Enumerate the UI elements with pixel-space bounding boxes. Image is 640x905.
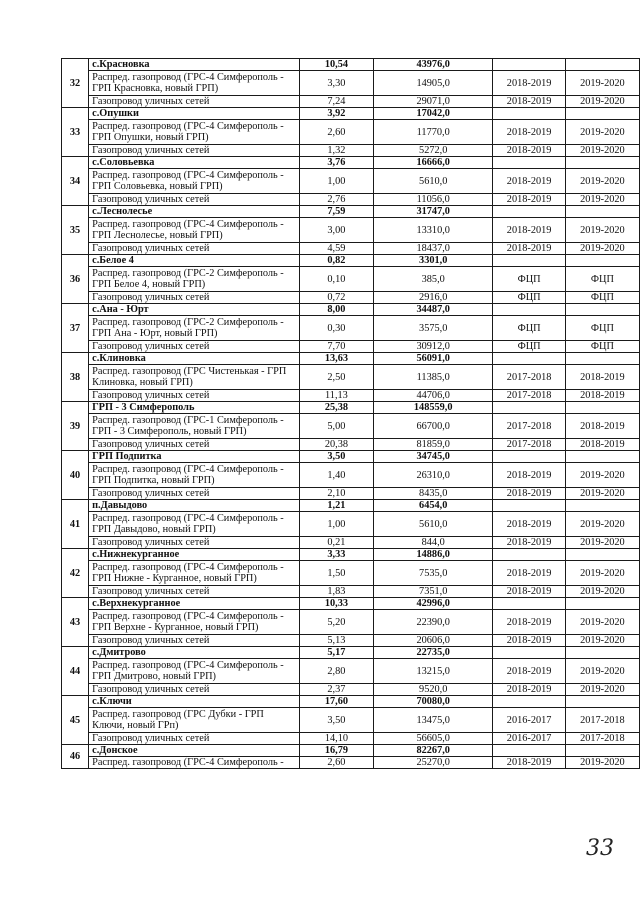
pipeline-length: 0,21 [299, 537, 373, 549]
pipeline-row [62, 71, 640, 96]
end-period: 2019-2020 [565, 537, 639, 549]
settlement-row [62, 206, 640, 218]
pipeline-cost: 66700,0 [373, 414, 492, 439]
start-period-cell [493, 696, 565, 708]
end-period: 2019-2020 [565, 659, 639, 684]
pipeline-cost: 7351,0 [373, 586, 492, 598]
pipeline-description: Распред. газопровод (ГРС-4 Симферополь - ГРП Красновка, новый ГРП) [89, 71, 300, 96]
pipeline-length: 7,70 [299, 341, 373, 353]
settlement-cost: 70080,0 [373, 696, 492, 708]
pipeline-length: 7,24 [299, 96, 373, 108]
settlement-name: с.Клиновка [89, 353, 300, 365]
pipeline-description: Распред. газопровод (ГРС Дубки - ГРП Ключи, новый ГРп) [89, 708, 300, 733]
start-period: ФЦП [493, 316, 565, 341]
settlement-row [62, 500, 640, 512]
end-period-cell [565, 157, 639, 169]
start-period: 2017-2018 [493, 439, 565, 451]
start-period: 2018-2019 [493, 96, 565, 108]
settlement-row [62, 402, 640, 414]
pipeline-row [62, 659, 640, 684]
pipeline-row [62, 316, 640, 341]
end-period-cell [565, 696, 639, 708]
pipeline-description: Газопровод уличных сетей [89, 537, 300, 549]
settlement-length: 3,76 [299, 157, 373, 169]
end-period-cell [565, 500, 639, 512]
start-period-cell [493, 304, 565, 316]
pipeline-cost: 11770,0 [373, 120, 492, 145]
settlement-row [62, 647, 640, 659]
start-period-cell [493, 353, 565, 365]
table-body [62, 59, 640, 769]
end-period-cell [565, 304, 639, 316]
settlement-length: 0,82 [299, 255, 373, 267]
pipeline-length: 1,40 [299, 463, 373, 488]
pipeline-description: Распред. газопровод (ГРС-4 Симферополь - [89, 757, 300, 769]
end-period: 2019-2020 [565, 757, 639, 769]
settlement-number: 36 [62, 255, 89, 304]
end-period-cell [565, 451, 639, 463]
pipeline-cost: 2916,0 [373, 292, 492, 304]
pipeline-row [62, 708, 640, 733]
pipeline-description: Распред. газопровод (ГРС-4 Симферополь - ГРП Дмитрово, новый ГРП) [89, 659, 300, 684]
pipeline-row [62, 194, 640, 206]
end-period: 2018-2019 [565, 365, 639, 390]
pipeline-row [62, 120, 640, 145]
settlement-row [62, 304, 640, 316]
pipeline-cost: 26310,0 [373, 463, 492, 488]
pipeline-row [62, 512, 640, 537]
pipeline-length: 1,50 [299, 561, 373, 586]
pipeline-row [62, 635, 640, 647]
pipeline-cost: 9520,0 [373, 684, 492, 696]
pipeline-length: 4,59 [299, 243, 373, 255]
settlement-cost: 34487,0 [373, 304, 492, 316]
settlement-name: с.Верхнекурганное [89, 598, 300, 610]
settlement-length: 3,92 [299, 108, 373, 120]
pipeline-row [62, 414, 640, 439]
pipeline-row [62, 365, 640, 390]
settlement-row [62, 549, 640, 561]
end-period-cell [565, 59, 639, 71]
settlement-cost: 56091,0 [373, 353, 492, 365]
start-period: 2016-2017 [493, 733, 565, 745]
end-period: 2019-2020 [565, 71, 639, 96]
settlement-name: с.Ключи [89, 696, 300, 708]
pipeline-row [62, 488, 640, 500]
start-period: 2016-2017 [493, 708, 565, 733]
end-period-cell [565, 353, 639, 365]
start-period: 2018-2019 [493, 194, 565, 206]
settlement-cost: 16666,0 [373, 157, 492, 169]
pipeline-cost: 30912,0 [373, 341, 492, 353]
pipeline-length: 20,38 [299, 439, 373, 451]
end-period-cell [565, 745, 639, 757]
settlement-length: 8,00 [299, 304, 373, 316]
end-period-cell [565, 402, 639, 414]
start-period-cell [493, 549, 565, 561]
settlement-row [62, 353, 640, 365]
start-period: 2018-2019 [493, 169, 565, 194]
end-period-cell [565, 598, 639, 610]
pipeline-description: Газопровод уличных сетей [89, 439, 300, 451]
pipeline-length: 2,37 [299, 684, 373, 696]
pipeline-length: 14,10 [299, 733, 373, 745]
pipeline-description: Распред. газопровод (ГРС-4 Симферополь - ГРП Давыдово, новый ГРП) [89, 512, 300, 537]
end-period-cell [565, 255, 639, 267]
pipeline-length: 0,10 [299, 267, 373, 292]
start-period: 2017-2018 [493, 414, 565, 439]
end-period: 2019-2020 [565, 586, 639, 598]
end-period: 2019-2020 [565, 561, 639, 586]
pipeline-cost: 44706,0 [373, 390, 492, 402]
pipeline-description: Газопровод уличных сетей [89, 390, 300, 402]
settlement-row [62, 108, 640, 120]
start-period: 2018-2019 [493, 243, 565, 255]
start-period: 2018-2019 [493, 488, 565, 500]
end-period: 2019-2020 [565, 635, 639, 647]
start-period: 2017-2018 [493, 365, 565, 390]
start-period: 2018-2019 [493, 561, 565, 586]
settlement-cost: 43976,0 [373, 59, 492, 71]
start-period: 2018-2019 [493, 463, 565, 488]
start-period-cell [493, 157, 565, 169]
pipeline-row [62, 586, 640, 598]
end-period: 2017-2018 [565, 708, 639, 733]
settlement-name: с.Леснолесье [89, 206, 300, 218]
start-period: 2018-2019 [493, 684, 565, 696]
pipeline-description: Распред. газопровод (ГРС-2 Симферополь - ГРП Ана - Юрт, новый ГРП) [89, 316, 300, 341]
pipeline-row [62, 390, 640, 402]
end-period: 2019-2020 [565, 488, 639, 500]
pipeline-length: 1,00 [299, 512, 373, 537]
pipeline-length: 2,76 [299, 194, 373, 206]
settlement-number: 38 [62, 353, 89, 402]
settlement-name: с.Донское [89, 745, 300, 757]
start-period-cell [493, 647, 565, 659]
pipeline-cost: 81859,0 [373, 439, 492, 451]
pipeline-row [62, 463, 640, 488]
settlement-length: 7,59 [299, 206, 373, 218]
settlement-cost: 31747,0 [373, 206, 492, 218]
start-period: 2018-2019 [493, 586, 565, 598]
settlement-name: с.Ана - Юрт [89, 304, 300, 316]
start-period-cell [493, 108, 565, 120]
start-period: 2017-2018 [493, 390, 565, 402]
end-period: ФЦП [565, 267, 639, 292]
settlement-cost: 17042,0 [373, 108, 492, 120]
settlement-row [62, 696, 640, 708]
settlement-row [62, 598, 640, 610]
pipeline-row [62, 145, 640, 157]
start-period-cell [493, 598, 565, 610]
start-period-cell [493, 59, 565, 71]
start-period: 2018-2019 [493, 610, 565, 635]
end-period: 2017-2018 [565, 733, 639, 745]
pipeline-length: 2,50 [299, 365, 373, 390]
settlement-row [62, 157, 640, 169]
pipeline-cost: 18437,0 [373, 243, 492, 255]
pipeline-length: 2,10 [299, 488, 373, 500]
end-period: ФЦП [565, 341, 639, 353]
pipeline-row [62, 243, 640, 255]
pipeline-row [62, 757, 640, 769]
start-period: 2018-2019 [493, 757, 565, 769]
pipeline-length: 3,30 [299, 71, 373, 96]
settlement-length: 25,38 [299, 402, 373, 414]
end-period: 2019-2020 [565, 243, 639, 255]
pipeline-description: Газопровод уличных сетей [89, 733, 300, 745]
pipeline-description: Распред. газопровод (ГРС-4 Симферополь - ГРП Леснолесье, новый ГРП) [89, 218, 300, 243]
start-period: 2018-2019 [493, 659, 565, 684]
pipeline-cost: 13310,0 [373, 218, 492, 243]
start-period: 2018-2019 [493, 145, 565, 157]
end-period: 2019-2020 [565, 218, 639, 243]
end-period-cell [565, 108, 639, 120]
start-period: 2018-2019 [493, 120, 565, 145]
settlement-row [62, 451, 640, 463]
pipeline-cost: 13475,0 [373, 708, 492, 733]
settlement-name: с.Красновка [89, 59, 300, 71]
start-period-cell [493, 255, 565, 267]
pipeline-cost: 11385,0 [373, 365, 492, 390]
settlement-row [62, 745, 640, 757]
settlement-length: 10,33 [299, 598, 373, 610]
end-period-cell [565, 549, 639, 561]
settlement-length: 16,79 [299, 745, 373, 757]
start-period-cell [493, 500, 565, 512]
settlement-cost: 148559,0 [373, 402, 492, 414]
end-period: 2018-2019 [565, 390, 639, 402]
pipeline-row [62, 169, 640, 194]
settlement-number: 43 [62, 598, 89, 647]
settlement-row [62, 59, 640, 71]
settlement-number: 42 [62, 549, 89, 598]
end-period: 2019-2020 [565, 96, 639, 108]
end-period: 2019-2020 [565, 145, 639, 157]
settlement-cost: 3301,0 [373, 255, 492, 267]
pipeline-cost: 22390,0 [373, 610, 492, 635]
pipeline-cost: 7535,0 [373, 561, 492, 586]
settlement-length: 3,33 [299, 549, 373, 561]
pipeline-description: Газопровод уличных сетей [89, 292, 300, 304]
end-period: 2019-2020 [565, 610, 639, 635]
pipeline-description: Газопровод уличных сетей [89, 488, 300, 500]
settlement-name: с.Дмитрово [89, 647, 300, 659]
pipeline-description: Газопровод уличных сетей [89, 684, 300, 696]
end-period: 2019-2020 [565, 463, 639, 488]
pipeline-description: Газопровод уличных сетей [89, 96, 300, 108]
pipeline-length: 0,72 [299, 292, 373, 304]
pipeline-description: Газопровод уличных сетей [89, 341, 300, 353]
pipeline-length: 1,00 [299, 169, 373, 194]
start-period: 2018-2019 [493, 218, 565, 243]
settlement-cost: 34745,0 [373, 451, 492, 463]
pipeline-description: Газопровод уличных сетей [89, 194, 300, 206]
end-period: ФЦП [565, 292, 639, 304]
end-period: 2019-2020 [565, 194, 639, 206]
pipeline-row [62, 341, 640, 353]
pipeline-row [62, 96, 640, 108]
pipeline-length: 5,20 [299, 610, 373, 635]
settlement-number: 40 [62, 451, 89, 500]
start-period: 2018-2019 [493, 512, 565, 537]
start-period-cell [493, 402, 565, 414]
pipeline-cost: 29071,0 [373, 96, 492, 108]
settlement-name: с.Нижнекурганное [89, 549, 300, 561]
pipeline-description: Распред. газопровод (ГРС-4 Симферополь - ГРП Верхне - Курганное, новый ГРП) [89, 610, 300, 635]
pipeline-row [62, 561, 640, 586]
pipeline-row [62, 537, 640, 549]
end-period: 2019-2020 [565, 684, 639, 696]
start-period-cell [493, 745, 565, 757]
pipeline-row [62, 218, 640, 243]
settlement-length: 1,21 [299, 500, 373, 512]
settlement-row [62, 255, 640, 267]
end-period: 2019-2020 [565, 169, 639, 194]
pipeline-row [62, 684, 640, 696]
start-period: ФЦП [493, 292, 565, 304]
settlement-name: с.Белое 4 [89, 255, 300, 267]
pipeline-row [62, 292, 640, 304]
end-period: ФЦП [565, 316, 639, 341]
settlement-length: 13,63 [299, 353, 373, 365]
end-period: 2019-2020 [565, 120, 639, 145]
pipeline-description: Газопровод уличных сетей [89, 145, 300, 157]
pipeline-cost: 8435,0 [373, 488, 492, 500]
pipeline-length: 2,60 [299, 757, 373, 769]
settlement-cost: 6454,0 [373, 500, 492, 512]
pipeline-description: Распред. газопровод (ГРС-1 Симферополь - ГРП - 3 Симферополь, новый ГРП) [89, 414, 300, 439]
start-period-cell [493, 451, 565, 463]
pipeline-description: Распред. газопровод (ГРС-2 Симферополь - ГРП Белое 4, новый ГРП) [89, 267, 300, 292]
settlement-number: 46 [62, 745, 89, 769]
pipeline-cost: 11056,0 [373, 194, 492, 206]
pipeline-length: 5,00 [299, 414, 373, 439]
pipeline-description: Газопровод уличных сетей [89, 586, 300, 598]
gas-pipeline-table [61, 58, 640, 769]
start-period: 2018-2019 [493, 71, 565, 96]
pipeline-length: 2,80 [299, 659, 373, 684]
pipeline-description: Распред. газопровод (ГРС-4 Симферополь - ГРП Соловьевка, новый ГРП) [89, 169, 300, 194]
settlement-number: 39 [62, 402, 89, 451]
settlement-name: с.Опушки [89, 108, 300, 120]
pipeline-length: 0,30 [299, 316, 373, 341]
pipeline-cost: 5610,0 [373, 169, 492, 194]
pipeline-description: Газопровод уличных сетей [89, 635, 300, 647]
settlement-name: ГРП Подпитка [89, 451, 300, 463]
pipeline-cost: 25270,0 [373, 757, 492, 769]
pipeline-cost: 20606,0 [373, 635, 492, 647]
pipeline-row [62, 610, 640, 635]
pipeline-description: Газопровод уличных сетей [89, 243, 300, 255]
pipeline-row [62, 439, 640, 451]
settlement-cost: 22735,0 [373, 647, 492, 659]
pipeline-cost: 14905,0 [373, 71, 492, 96]
end-period-cell [565, 647, 639, 659]
end-period: 2018-2019 [565, 414, 639, 439]
settlement-cost: 82267,0 [373, 745, 492, 757]
settlement-length: 3,50 [299, 451, 373, 463]
settlement-number: 33 [62, 108, 89, 157]
pipeline-cost: 3575,0 [373, 316, 492, 341]
settlement-number: 34 [62, 157, 89, 206]
start-period: 2018-2019 [493, 635, 565, 647]
settlement-name: п.Давыдово [89, 500, 300, 512]
pipeline-row [62, 733, 640, 745]
settlement-name: с.Соловьевка [89, 157, 300, 169]
pipeline-length: 3,50 [299, 708, 373, 733]
end-period-cell [565, 206, 639, 218]
start-period: ФЦП [493, 267, 565, 292]
pipeline-description: Распред. газопровод (ГРС Чистенькая - ГРП Клиновка, новый ГРП) [89, 365, 300, 390]
settlement-cost: 14886,0 [373, 549, 492, 561]
start-period: ФЦП [493, 341, 565, 353]
pipeline-description: Распред. газопровод (ГРС-4 Симферополь - ГРП Нижне - Курганное, новый ГРП) [89, 561, 300, 586]
pipeline-length: 1,32 [299, 145, 373, 157]
page-number: 33 [586, 836, 614, 861]
pipeline-cost: 844,0 [373, 537, 492, 549]
settlement-number: 45 [62, 696, 89, 745]
settlement-number: 35 [62, 206, 89, 255]
pipeline-description: Распред. газопровод (ГРС-4 Симферополь - ГРП Подпитка, новый ГРП) [89, 463, 300, 488]
settlement-number: 44 [62, 647, 89, 696]
settlement-length: 10,54 [299, 59, 373, 71]
settlement-length: 17,60 [299, 696, 373, 708]
pipeline-length: 1,83 [299, 586, 373, 598]
pipeline-cost: 385,0 [373, 267, 492, 292]
start-period-cell [493, 206, 565, 218]
settlement-number: 32 [62, 59, 89, 108]
settlement-number: 41 [62, 500, 89, 549]
pipeline-length: 2,60 [299, 120, 373, 145]
end-period: 2019-2020 [565, 512, 639, 537]
pipeline-length: 3,00 [299, 218, 373, 243]
settlement-cost: 42996,0 [373, 598, 492, 610]
start-period: 2018-2019 [493, 537, 565, 549]
pipeline-row [62, 267, 640, 292]
settlement-number: 37 [62, 304, 89, 353]
settlement-name: ГРП - 3 Симферополь [89, 402, 300, 414]
end-period: 2018-2019 [565, 439, 639, 451]
pipeline-cost: 13215,0 [373, 659, 492, 684]
pipeline-cost: 5610,0 [373, 512, 492, 537]
pipeline-length: 11,13 [299, 390, 373, 402]
settlement-length: 5,17 [299, 647, 373, 659]
pipeline-cost: 5272,0 [373, 145, 492, 157]
pipeline-cost: 56605,0 [373, 733, 492, 745]
pipeline-length: 5,13 [299, 635, 373, 647]
pipeline-description: Распред. газопровод (ГРС-4 Симферополь - ГРП Опушки, новый ГРП) [89, 120, 300, 145]
